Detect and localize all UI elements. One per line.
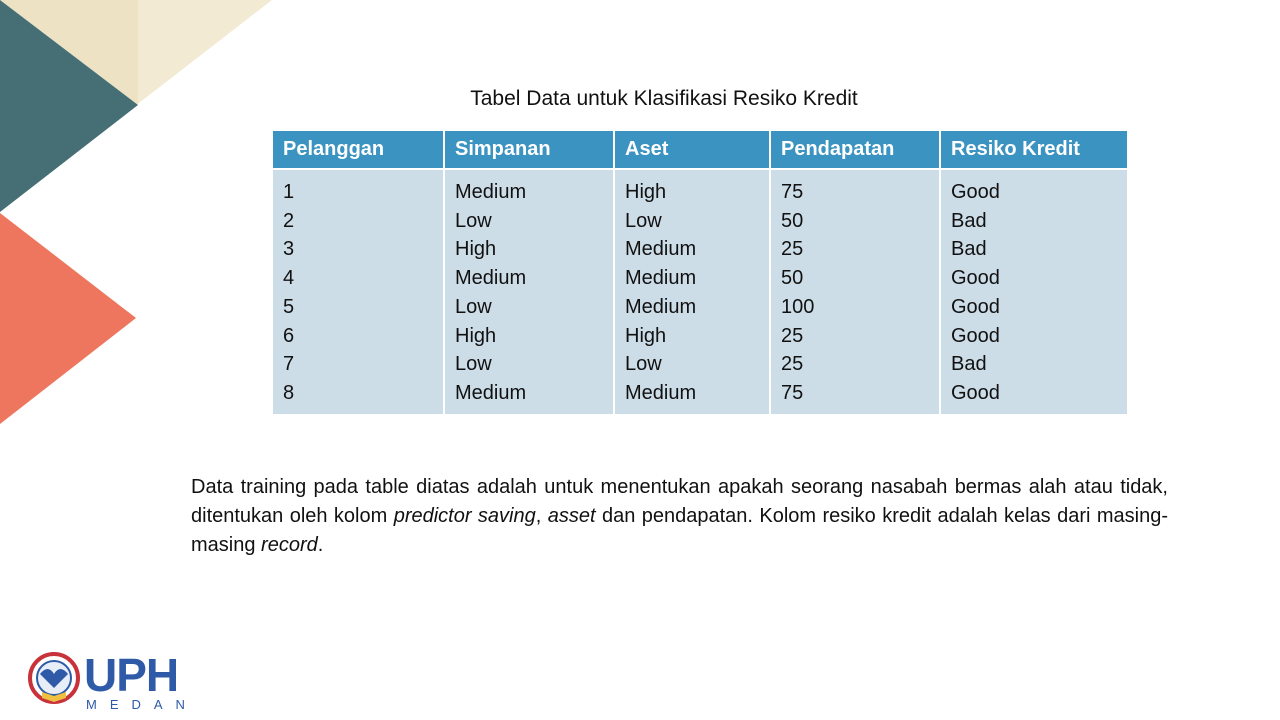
table-cell: Good: [951, 324, 1000, 347]
column-pelanggan: [273, 169, 444, 414]
column-aset: [614, 169, 770, 414]
table-cell: 3: [283, 238, 295, 261]
logo-wordmark: UPH: [84, 649, 179, 701]
paragraph-italic-predictor: predictor saving: [393, 505, 536, 527]
table-cell: Medium: [455, 381, 527, 404]
table-cell: Good: [951, 267, 1000, 290]
table-cell: Medium: [625, 381, 697, 404]
table-cell: Medium: [455, 267, 527, 290]
logo-subtitle: MEDAN: [86, 697, 198, 712]
table-cell: Medium: [455, 181, 527, 203]
table-cell: 4: [283, 267, 295, 290]
table-cell: Medium: [625, 267, 697, 290]
table-cell: 7: [283, 353, 295, 376]
table-cell: Low: [455, 209, 492, 232]
table-cell: Medium: [625, 295, 697, 318]
table-cell: 8: [283, 381, 295, 404]
coral-triangle: [0, 213, 136, 424]
table-cell: Good: [951, 295, 1000, 318]
header-aset: Aset: [614, 131, 770, 169]
table-cell: 25: [781, 238, 804, 261]
table-cell: 50: [781, 209, 804, 232]
table-cell: 75: [781, 181, 804, 203]
table-cell: 50: [781, 267, 804, 290]
paragraph-text-1: Data training pada table diatas adalah untuk menentukan apakah seorang nasabah bermas alah atau tidak, ditentukan oleh kolom: [191, 476, 1168, 527]
credit-risk-table: [273, 131, 1127, 414]
header-pendapatan: Pendapatan: [770, 131, 940, 169]
column-simpanan: [444, 169, 614, 414]
paragraph-italic-record: record: [261, 534, 318, 556]
paragraph-text-3: dan pendapatan. Kolom resiko kredit adalah kelas dari masing-masing: [191, 505, 1168, 556]
table-header-row: [273, 131, 1127, 169]
paragraph-text-4: .: [317, 534, 324, 556]
paragraph-text-2: ,: [535, 505, 548, 527]
table-cell: 1: [283, 181, 295, 203]
table-cell: Low: [625, 209, 662, 232]
table-cell: 25: [781, 353, 804, 376]
table-cell: Low: [625, 353, 662, 376]
description-paragraph: [191, 473, 1168, 560]
header-resiko-kredit: Resiko Kredit: [940, 131, 1127, 169]
table-cell: High: [455, 238, 497, 261]
slide-title: Tabel Data untuk Klasifikasi Resiko Kredit: [470, 87, 858, 110]
table-cell: 2: [283, 209, 295, 232]
table-cell: Bad: [951, 238, 987, 261]
table-cell: Low: [455, 295, 492, 318]
table-cell: 25: [781, 324, 804, 347]
header-simpanan: Simpanan: [444, 131, 614, 169]
table-cell: 5: [283, 295, 295, 318]
table-cell: 75: [781, 381, 804, 404]
table-cell: Low: [455, 353, 492, 376]
table-cell: 6: [283, 324, 295, 347]
table-cell: Good: [951, 381, 1000, 404]
column-pendapatan: [770, 169, 940, 414]
table-row: [273, 169, 1127, 414]
table-cell: Bad: [951, 353, 987, 376]
table-cell: Medium: [625, 238, 697, 261]
table-cell: 100: [781, 295, 815, 318]
table-cell: Good: [951, 181, 1000, 203]
table-cell: High: [625, 181, 667, 203]
column-resiko-kredit: [940, 169, 1127, 414]
table-cell: High: [455, 324, 497, 347]
paragraph-italic-asset: asset: [547, 505, 596, 527]
decorative-triangles: [0, 0, 300, 430]
header-pelanggan: Pelanggan: [273, 131, 444, 169]
table-cell: High: [625, 324, 667, 347]
table-cell: Bad: [951, 209, 987, 232]
